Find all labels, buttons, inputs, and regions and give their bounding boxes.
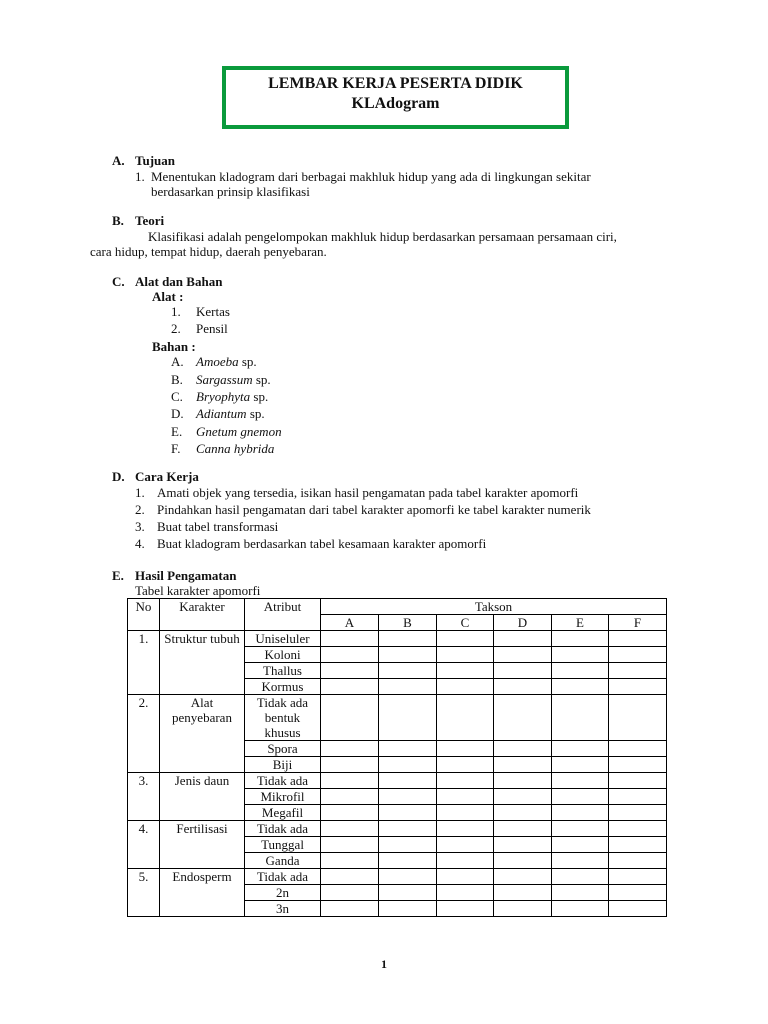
species-name: Adiantum bbox=[196, 406, 247, 421]
cell-atribut: Tunggal bbox=[245, 837, 321, 853]
cell-taxon-entry[interactable] bbox=[609, 741, 667, 757]
cell-taxon-entry[interactable] bbox=[494, 789, 552, 805]
section-letter: D. bbox=[112, 469, 125, 484]
cell-taxon-entry[interactable] bbox=[552, 853, 609, 869]
cell-taxon-entry[interactable] bbox=[437, 901, 494, 917]
cell-taxon-entry[interactable] bbox=[379, 663, 437, 679]
page-number: 1 bbox=[381, 957, 387, 971]
cell-taxon-entry[interactable] bbox=[609, 663, 667, 679]
list-number: 2. bbox=[171, 321, 181, 336]
cell-karakter: Jenis daun bbox=[160, 773, 245, 821]
species-suffix: sp. bbox=[252, 372, 271, 387]
section-letter: A. bbox=[112, 153, 125, 168]
header-no: No bbox=[128, 599, 160, 631]
list-number: B. bbox=[171, 372, 183, 387]
list-item-text bbox=[196, 353, 257, 370]
bahan-heading: Bahan : bbox=[152, 339, 196, 354]
cell-atribut: Thallus bbox=[245, 663, 321, 679]
cell-taxon-entry[interactable] bbox=[321, 789, 379, 805]
theory-text-cont: cara hidup, tempat hidup, daerah penyebaran. bbox=[90, 244, 327, 259]
cell-karakter: Struktur tubuh bbox=[160, 631, 245, 695]
cell-taxon-entry[interactable] bbox=[379, 741, 437, 757]
list-number: C. bbox=[171, 389, 183, 404]
cell-taxon-entry[interactable] bbox=[494, 821, 552, 837]
cell-taxon-entry[interactable] bbox=[494, 837, 552, 853]
cell-atribut: Koloni bbox=[245, 647, 321, 663]
doc-title: LEMBAR KERJA PESERTA DIDIK bbox=[268, 75, 523, 92]
list-item-text bbox=[196, 423, 282, 440]
cell-taxon-entry[interactable] bbox=[494, 631, 552, 647]
section-letter: E. bbox=[112, 568, 124, 583]
cell-taxon-entry[interactable] bbox=[552, 695, 609, 741]
cell-taxon-entry[interactable] bbox=[379, 679, 437, 695]
list-item-text bbox=[196, 388, 268, 405]
cell-taxon-entry[interactable] bbox=[437, 773, 494, 789]
cell-taxon-entry[interactable] bbox=[379, 695, 437, 741]
list-number: 3. bbox=[135, 519, 145, 534]
cell-taxon-entry[interactable] bbox=[552, 741, 609, 757]
cell-taxon-entry[interactable] bbox=[379, 869, 437, 885]
cell-taxon-entry[interactable] bbox=[379, 821, 437, 837]
cell-taxon-entry[interactable] bbox=[437, 695, 494, 741]
cell-taxon-entry[interactable] bbox=[552, 631, 609, 647]
list-item-text: Buat kladogram berdasarkan tabel kesamaan karakter apomorfi bbox=[157, 536, 487, 551]
header-taxon: F bbox=[609, 615, 667, 631]
cell-taxon-entry[interactable] bbox=[609, 837, 667, 853]
cell-taxon-entry[interactable] bbox=[321, 901, 379, 917]
apomorphy-table bbox=[127, 598, 667, 917]
cell-taxon-entry[interactable] bbox=[494, 647, 552, 663]
cell-atribut: Tidak ada bbox=[245, 869, 321, 885]
cell-taxon-entry[interactable] bbox=[321, 631, 379, 647]
cell-taxon-entry[interactable] bbox=[321, 885, 379, 901]
cell-taxon-entry[interactable] bbox=[437, 663, 494, 679]
cell-taxon-entry[interactable] bbox=[494, 741, 552, 757]
header-karakter: Karakter bbox=[160, 599, 245, 631]
cell-taxon-entry[interactable] bbox=[494, 901, 552, 917]
cell-atribut: Spora bbox=[245, 741, 321, 757]
cell-taxon-entry[interactable] bbox=[552, 901, 609, 917]
table-row bbox=[128, 773, 667, 789]
cell-taxon-entry[interactable] bbox=[552, 647, 609, 663]
table-row bbox=[128, 695, 667, 741]
section-letter: B. bbox=[112, 213, 124, 228]
cell-taxon-entry[interactable] bbox=[321, 741, 379, 757]
cell-taxon-entry[interactable] bbox=[609, 821, 667, 837]
cell-taxon-entry[interactable] bbox=[321, 647, 379, 663]
theory-text: Klasifikasi adalah pengelompokan makhluk hidup berdasarkan persamaan persamaan ciri, bbox=[148, 229, 617, 244]
cell-taxon-entry[interactable] bbox=[552, 885, 609, 901]
list-item-text: Kertas bbox=[196, 304, 230, 319]
cell-atribut: Tidak ada bentuk khusus bbox=[245, 695, 321, 741]
cell-taxon-entry[interactable] bbox=[321, 805, 379, 821]
cell-taxon-entry[interactable] bbox=[379, 837, 437, 853]
list-item-text bbox=[196, 371, 271, 388]
cell-taxon-entry[interactable] bbox=[609, 631, 667, 647]
list-number: 1. bbox=[135, 169, 145, 184]
list-item-text: Amati objek yang tersedia, isikan hasil pengamatan pada tabel karakter apomorfi bbox=[157, 485, 579, 500]
title-box bbox=[222, 66, 569, 129]
cell-taxon-entry[interactable] bbox=[379, 757, 437, 773]
cell-taxon-entry[interactable] bbox=[494, 869, 552, 885]
cell-karakter: Endosperm bbox=[160, 869, 245, 917]
cell-no: 4. bbox=[128, 821, 160, 869]
cell-atribut: Megafil bbox=[245, 805, 321, 821]
species-name: Bryophyta bbox=[196, 389, 251, 404]
cell-taxon-entry[interactable] bbox=[494, 853, 552, 869]
cell-taxon-entry[interactable] bbox=[437, 631, 494, 647]
cell-taxon-entry[interactable] bbox=[321, 869, 379, 885]
header-taxon: B bbox=[379, 615, 437, 631]
cell-taxon-entry[interactable] bbox=[437, 741, 494, 757]
species-suffix: sp. bbox=[250, 389, 269, 404]
section-heading: Hasil Pengamatan bbox=[135, 568, 237, 583]
list-item-text: Buat tabel transformasi bbox=[157, 519, 279, 534]
cell-atribut: 3n bbox=[245, 901, 321, 917]
header-taxon: D bbox=[494, 615, 552, 631]
species-suffix: sp. bbox=[246, 406, 265, 421]
list-number: F. bbox=[171, 441, 181, 456]
cell-taxon-entry[interactable] bbox=[552, 805, 609, 821]
cell-taxon-entry[interactable] bbox=[494, 773, 552, 789]
cell-taxon-entry[interactable] bbox=[609, 789, 667, 805]
list-number: A. bbox=[171, 354, 184, 369]
cell-no: 5. bbox=[128, 869, 160, 917]
cell-taxon-entry[interactable] bbox=[437, 885, 494, 901]
cell-taxon-entry[interactable] bbox=[609, 901, 667, 917]
cell-taxon-entry[interactable] bbox=[437, 805, 494, 821]
species-suffix: sp. bbox=[238, 354, 257, 369]
cell-taxon-entry[interactable] bbox=[609, 885, 667, 901]
list-number: E. bbox=[171, 424, 183, 439]
cell-taxon-entry[interactable] bbox=[321, 757, 379, 773]
list-number: 1. bbox=[171, 304, 181, 319]
cell-taxon-entry[interactable] bbox=[437, 789, 494, 805]
cell-taxon-entry[interactable] bbox=[609, 679, 667, 695]
cell-taxon-entry[interactable] bbox=[552, 663, 609, 679]
cell-taxon-entry[interactable] bbox=[437, 679, 494, 695]
cell-atribut: Uniseluler bbox=[245, 631, 321, 647]
cell-taxon-entry[interactable] bbox=[379, 901, 437, 917]
cell-atribut: Biji bbox=[245, 757, 321, 773]
list-number: 1. bbox=[135, 485, 145, 500]
cell-taxon-entry[interactable] bbox=[552, 757, 609, 773]
cell-taxon-entry[interactable] bbox=[552, 789, 609, 805]
list-number: 2. bbox=[135, 502, 145, 517]
header-takson: Takson bbox=[321, 599, 667, 615]
cell-atribut: Mikrofil bbox=[245, 789, 321, 805]
cell-taxon-entry[interactable] bbox=[321, 837, 379, 853]
cell-taxon-entry[interactable] bbox=[321, 821, 379, 837]
cell-taxon-entry[interactable] bbox=[609, 695, 667, 741]
alat-heading: Alat : bbox=[152, 289, 184, 304]
table-row bbox=[128, 631, 667, 647]
cell-taxon-entry[interactable] bbox=[321, 663, 379, 679]
species-name: Gnetum gnemon bbox=[196, 424, 282, 439]
header-taxon: E bbox=[552, 615, 609, 631]
cell-no: 1. bbox=[128, 631, 160, 695]
list-item-text: Pensil bbox=[196, 321, 228, 336]
cell-taxon-entry[interactable] bbox=[437, 853, 494, 869]
list-item-text-cont: berdasarkan prinsip klasifikasi bbox=[151, 184, 310, 199]
section-letter: C. bbox=[112, 274, 125, 289]
header-taxon: A bbox=[321, 615, 379, 631]
list-item-text: Pindahkan hasil pengamatan dari tabel karakter apomorfi ke tabel karakter numerik bbox=[157, 502, 591, 517]
cell-taxon-entry[interactable] bbox=[321, 679, 379, 695]
cell-taxon-entry[interactable] bbox=[552, 821, 609, 837]
cell-taxon-entry[interactable] bbox=[552, 837, 609, 853]
cell-taxon-entry[interactable] bbox=[552, 679, 609, 695]
species-name: Canna hybrida bbox=[196, 441, 275, 456]
cell-taxon-entry[interactable] bbox=[609, 757, 667, 773]
species-name: Sargassum bbox=[196, 372, 253, 387]
cell-taxon-entry[interactable] bbox=[437, 647, 494, 663]
cell-taxon-entry[interactable] bbox=[609, 773, 667, 789]
header-atribut: Atribut bbox=[245, 599, 321, 631]
cell-atribut: Tidak ada bbox=[245, 773, 321, 789]
cell-taxon-entry[interactable] bbox=[379, 789, 437, 805]
cell-taxon-entry[interactable] bbox=[379, 805, 437, 821]
cell-taxon-entry[interactable] bbox=[379, 853, 437, 869]
cell-no: 3. bbox=[128, 773, 160, 821]
cell-taxon-entry[interactable] bbox=[379, 885, 437, 901]
section-heading: Tujuan bbox=[135, 153, 175, 168]
cell-taxon-entry[interactable] bbox=[379, 647, 437, 663]
cell-atribut: 2n bbox=[245, 885, 321, 901]
cell-atribut: Tidak ada bbox=[245, 821, 321, 837]
section-heading: Teori bbox=[135, 213, 165, 228]
cell-taxon-entry[interactable] bbox=[437, 757, 494, 773]
cell-taxon-entry[interactable] bbox=[321, 695, 379, 741]
cell-taxon-entry[interactable] bbox=[494, 757, 552, 773]
cell-taxon-entry[interactable] bbox=[609, 805, 667, 821]
cell-atribut: Ganda bbox=[245, 853, 321, 869]
table-caption: Tabel karakter apomorfi bbox=[135, 583, 261, 598]
cell-taxon-entry[interactable] bbox=[552, 773, 609, 789]
cell-taxon-entry[interactable] bbox=[437, 869, 494, 885]
cell-karakter: Fertilisasi bbox=[160, 821, 245, 869]
section-heading: Cara Kerja bbox=[135, 469, 199, 484]
cell-taxon-entry[interactable] bbox=[321, 853, 379, 869]
cell-taxon-entry[interactable] bbox=[609, 853, 667, 869]
cell-taxon-entry[interactable] bbox=[379, 773, 437, 789]
list-item-text bbox=[196, 440, 274, 457]
cell-taxon-entry[interactable] bbox=[494, 805, 552, 821]
cell-taxon-entry[interactable] bbox=[437, 821, 494, 837]
table-row bbox=[128, 869, 667, 885]
cell-taxon-entry[interactable] bbox=[321, 773, 379, 789]
species-name: Amoeba bbox=[196, 354, 239, 369]
cell-taxon-entry[interactable] bbox=[494, 663, 552, 679]
cell-taxon-entry[interactable] bbox=[609, 647, 667, 663]
cell-taxon-entry[interactable] bbox=[437, 837, 494, 853]
cell-karakter: Alat penyebaran bbox=[160, 695, 245, 773]
list-number: D. bbox=[171, 406, 184, 421]
table-row bbox=[128, 821, 667, 837]
doc-subtitle: KLAdogram bbox=[351, 95, 440, 112]
cell-taxon-entry[interactable] bbox=[494, 695, 552, 741]
list-item-text: Menentukan kladogram dari berbagai makhluk hidup yang ada di lingkungan sekitar bbox=[151, 169, 591, 184]
cell-atribut: Kormus bbox=[245, 679, 321, 695]
cell-taxon-entry[interactable] bbox=[552, 869, 609, 885]
section-heading: Alat dan Bahan bbox=[135, 274, 223, 289]
cell-taxon-entry[interactable] bbox=[494, 885, 552, 901]
cell-taxon-entry[interactable] bbox=[494, 679, 552, 695]
cell-no: 2. bbox=[128, 695, 160, 773]
header-taxon: C bbox=[437, 615, 494, 631]
list-number: 4. bbox=[135, 536, 145, 551]
list-item-text bbox=[196, 405, 265, 422]
cell-taxon-entry[interactable] bbox=[379, 631, 437, 647]
cell-taxon-entry[interactable] bbox=[609, 869, 667, 885]
